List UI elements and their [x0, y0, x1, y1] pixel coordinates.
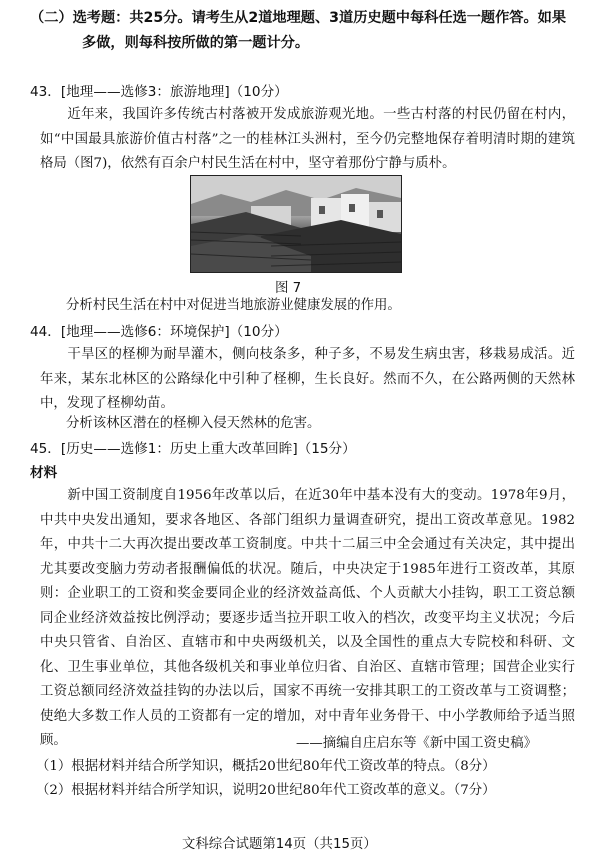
- section-heading-line1: （二）选考题：共25分。请考生从2道地理题、3道历史题中每科任选一题作答。如果: [30, 10, 567, 26]
- question-44-heading: 44．[地理——选修6：环境保护]（10分）: [30, 324, 288, 340]
- material-label: 材料: [30, 465, 58, 481]
- section-heading-line2: 多做，则每科按所做的第一题计分。: [82, 35, 310, 51]
- figure-7-caption: 图 7: [275, 281, 302, 296]
- question-44-text: 干旱区的柽柳为耐旱灌木，侧向枝条多，种子多，不易发生病虫害，移栽易成活。近年来，某东北林区的公路绿化中引种了柽柳，生长良好。然而不久，在公路两侧的天然林中，发现了柽柳幼苗。: [40, 347, 575, 411]
- question-45-subquestion-2: （2）根据材料并结合所学知识，说明20世纪80年代工资改革的意义。（7分）: [36, 783, 496, 798]
- village-photo-drawing: [191, 176, 401, 272]
- material-source: ——摘编自庄启东等《新中国工资史稿》: [296, 736, 538, 751]
- question-45-paragraph: [40, 484, 575, 754]
- question-45-text: 新中国工资制度自1956年改革以后，在近30年中基本没有大的变动。1978年9月，中共中央发出通知，要求各地区、各部门组织力量调查研究，提出工资改革意见。1982年，中共十二大再次提出要改革工资制度。中共十二届三中全会通过有关决定，其中提出尤其要改变脑力劳动者报酬偏低的状况。随后，中央决定于1985年进行工资改革，其原则：企业职工的工资和奖金要同企业的经济效益高低、个人贡献大小挂钩，职工工资总额同企业经济效益按比例浮动；要逐步适当拉开职工收入的档次，改变平均主义状况；今后中央只管省、自治区、直辖市和中央两级机关，以及全国性的重点大专院校和科研、文化、卫生事业单位，其他各级机关和事业单位归省、自治区、直辖市管理；国营企业实行工资总额同经济效益挂钩的办法以后，国家不再统一安排其职工的工资改革与工资调整；使绝大多数工作人员的工资都有一定的增加，对中青年业务骨干、中小学教师给予适当照顾。: [40, 488, 575, 748]
- village-photo: [190, 175, 402, 273]
- question-45-heading: 45．[历史——选修1：历史上重大改革回眸]（15分）: [30, 441, 356, 457]
- question-44-paragraph: [40, 343, 575, 417]
- question-44-task: 分析该林区潜在的柽柳入侵天然林的危害。: [66, 416, 321, 431]
- page-footer: 文科综合试题第14页（共15页）: [182, 837, 377, 852]
- question-43-text: 近年来，我国许多传统古村落被开发成旅游观光地。一些古村落的村民仍留在村内，如“中国最具旅游价值古村落”之一的桂林江头洲村，至今仍完整地保存着明清时期的建筑格局（图7)，依然有百余户村民生活在村中，坚守着那份宁静与质朴。: [40, 107, 575, 171]
- question-43-heading: 43．[地理——选修3：旅游地理]（10分）: [30, 84, 288, 100]
- question-43-paragraph: [40, 103, 575, 177]
- question-43-task: 分析村民生活在村中对促进当地旅游业健康发展的作用。: [66, 298, 401, 313]
- question-45-subquestion-1: （1）根据材料并结合所学知识，概括20世纪80年代工资改革的特点。（8分）: [36, 759, 496, 774]
